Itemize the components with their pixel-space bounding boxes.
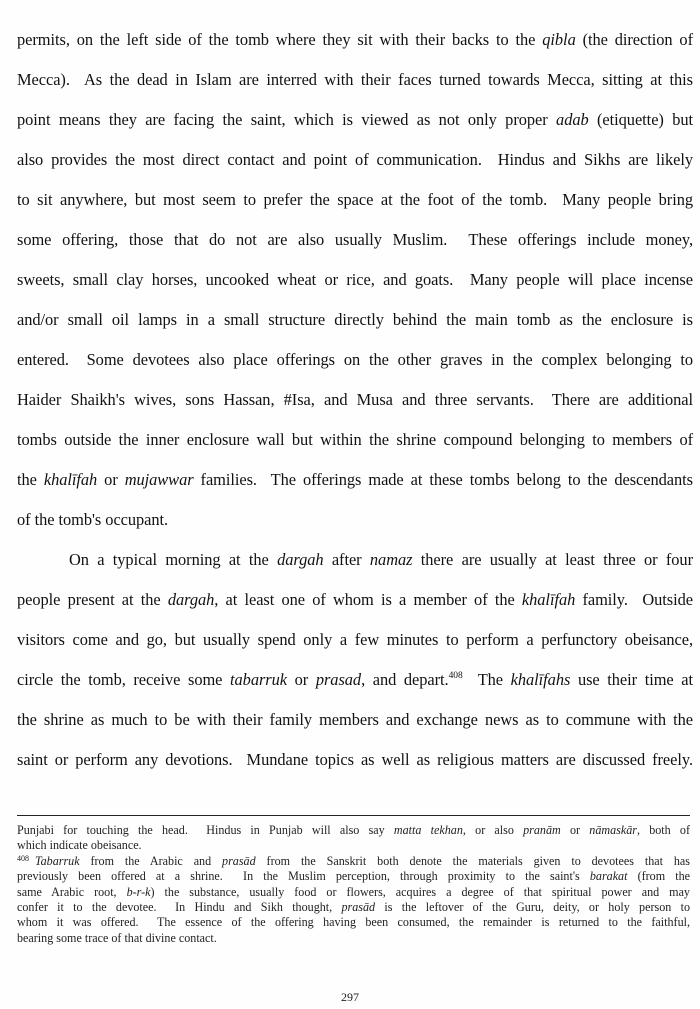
footnotes-line (17, 915, 690, 930)
text-run: tombs outside the inner enclosure wall but within the shrine compound belonging to members of (17, 430, 693, 449)
body-line (17, 220, 693, 260)
text-run: of the tomb's occupant. (17, 510, 169, 529)
body-line (17, 420, 693, 460)
text-run: previously been offered at a shrine. In the Muslim perception, through proximity to the saint's (17, 869, 590, 884)
footnotes-line (17, 854, 690, 869)
body-line (17, 500, 693, 540)
text-run: circle the tomb, receive some (17, 670, 231, 689)
italic-term: matta tekhan (393, 823, 463, 837)
footnotes-line (17, 823, 690, 838)
text-run: family. Outside (575, 590, 693, 609)
italic-term: mujawwar (124, 470, 194, 489)
text-run: ) the substance, usually food or flowers, acquires a degree of that spiritual power and may (150, 884, 690, 899)
text-run: or (287, 670, 316, 689)
footnote-reference[interactable]: 408 (448, 671, 463, 681)
text-run: there are usually at least three or four (412, 550, 693, 569)
italic-term: namaz (369, 550, 413, 569)
text-run: from the Arabic and (79, 853, 223, 868)
body-line (17, 60, 693, 100)
text-run: use their time at (570, 670, 693, 689)
footnotes-line (17, 838, 690, 853)
footnote-separator (17, 815, 690, 816)
text-run: (etiquette) but (588, 110, 694, 129)
body-line (17, 580, 693, 620)
body-line (17, 540, 693, 580)
italic-term: nāmaskār (589, 823, 637, 837)
italic-term: pranām (523, 823, 561, 837)
text-run: entered. Some devotees also place offerings on the other graves in the complex belonging to (17, 350, 693, 369)
text-run: sweets, small clay horses, uncooked wheat or rice, and goats. Many people will place incense (17, 270, 693, 289)
body-line (17, 100, 693, 140)
italic-term: dargah (167, 590, 215, 609)
italic-term: khalīfah (43, 470, 98, 489)
italic-term: barakat (589, 869, 628, 884)
text-run: families. The offerings made at these tombs belong to the descendants (193, 470, 693, 489)
body-line (17, 380, 693, 420)
italic-term: prasād (222, 853, 256, 868)
text-run: the shrine as much to be with their family members and exchange news as to commune with the (17, 710, 693, 729)
text-run: is the leftover of the Guru, deity, or holy person to (375, 899, 690, 914)
text-run: whom it was offered. The essence of the offering having been consumed, the remainder is returned to the faithful, (17, 915, 690, 930)
italic-term: qibla (542, 30, 576, 49)
text-run: , at least one of whom is a member of the (214, 590, 522, 609)
text-run: , both of (636, 823, 690, 837)
body-line (17, 300, 693, 340)
text-run: (from the (627, 869, 691, 884)
text-run: The (462, 670, 511, 689)
body-line (17, 180, 693, 220)
text-run: On a typical morning at the (69, 550, 278, 569)
text-run: some offering, those that do not are also usually Muslim. These offerings include money, (17, 230, 693, 249)
text-run: people present at the (17, 590, 168, 609)
text-run: after (323, 550, 370, 569)
italic-term: dargah (277, 550, 324, 569)
text-run: permits, on the left side of the tomb where they sit with their backs to the (17, 30, 543, 49)
body-line (17, 140, 693, 180)
italic-term: prasad (315, 670, 362, 689)
text-run: visitors come and go, but usually spend only a few minutes to perform a perfunctory obeisance, (17, 630, 693, 649)
footnotes-line (17, 869, 690, 884)
text-run: also provides the most direct contact and point of communication. Hindus and Sikhs are likely (17, 150, 693, 169)
italic-term: khalīfah (521, 590, 576, 609)
body-line (17, 20, 693, 60)
italic-term: b-r-k (126, 884, 151, 899)
text-run: and/or small oil lamps in a small structure directly behind the main tomb as the enclosure is (17, 310, 693, 329)
body-line (17, 460, 693, 500)
text-run: saint or perform any devotions. Mundane topics as well as religious matters are discussed freely. (17, 750, 693, 769)
body-line (17, 740, 693, 780)
text-run: Mecca). As the dead in Islam are interred with their faces turned towards Mecca, sitting at this (17, 70, 693, 89)
body-line (17, 700, 693, 740)
body-line (17, 340, 693, 380)
italic-term: tabarruk (230, 670, 287, 689)
italic-term: Tabarruk (35, 853, 80, 868)
text-run: or (97, 470, 125, 489)
text-run: same Arabic root, (17, 884, 127, 899)
page-number: 297 (341, 990, 359, 1004)
body-text (17, 20, 693, 780)
text-run: point means they are facing the saint, which is viewed as not only proper (17, 110, 557, 129)
text-run: , or also (462, 823, 524, 837)
footnote-number: 408 (17, 853, 29, 863)
italic-term: adab (556, 110, 589, 129)
text-run: to sit anywhere, but most seem to prefer the space at the foot of the tomb. Many people bring (17, 190, 693, 209)
text-run: Haider Shaikh's wives, sons Hassan, #Isa, and Musa and three servants. There are additional (17, 390, 693, 409)
text-run: (the direction of (575, 30, 693, 49)
body-line (17, 260, 693, 300)
text-run: which indicate obeisance. (17, 838, 142, 853)
text-run: confer it to the devotee. In Hindu and Sikh thought, (17, 899, 342, 914)
text-run: , and depart. (361, 670, 449, 689)
body-line (17, 660, 693, 700)
text-run: the (17, 470, 44, 489)
footnotes-line (17, 885, 690, 900)
body-line (17, 620, 693, 660)
text-run: or (560, 823, 590, 837)
text-run: bearing some trace of that divine contact. (17, 930, 217, 945)
italic-term: prasād (341, 899, 376, 914)
text-run: Punjabi for touching the head. Hindus in Punjab will also say (17, 823, 394, 837)
footnotes (17, 823, 690, 946)
italic-term: khalīfahs (510, 670, 571, 689)
footnotes-line (17, 900, 690, 915)
text-run: from the Sanskrit both denote the materials given to devotees that has (255, 853, 690, 868)
footnotes-line (17, 931, 690, 946)
